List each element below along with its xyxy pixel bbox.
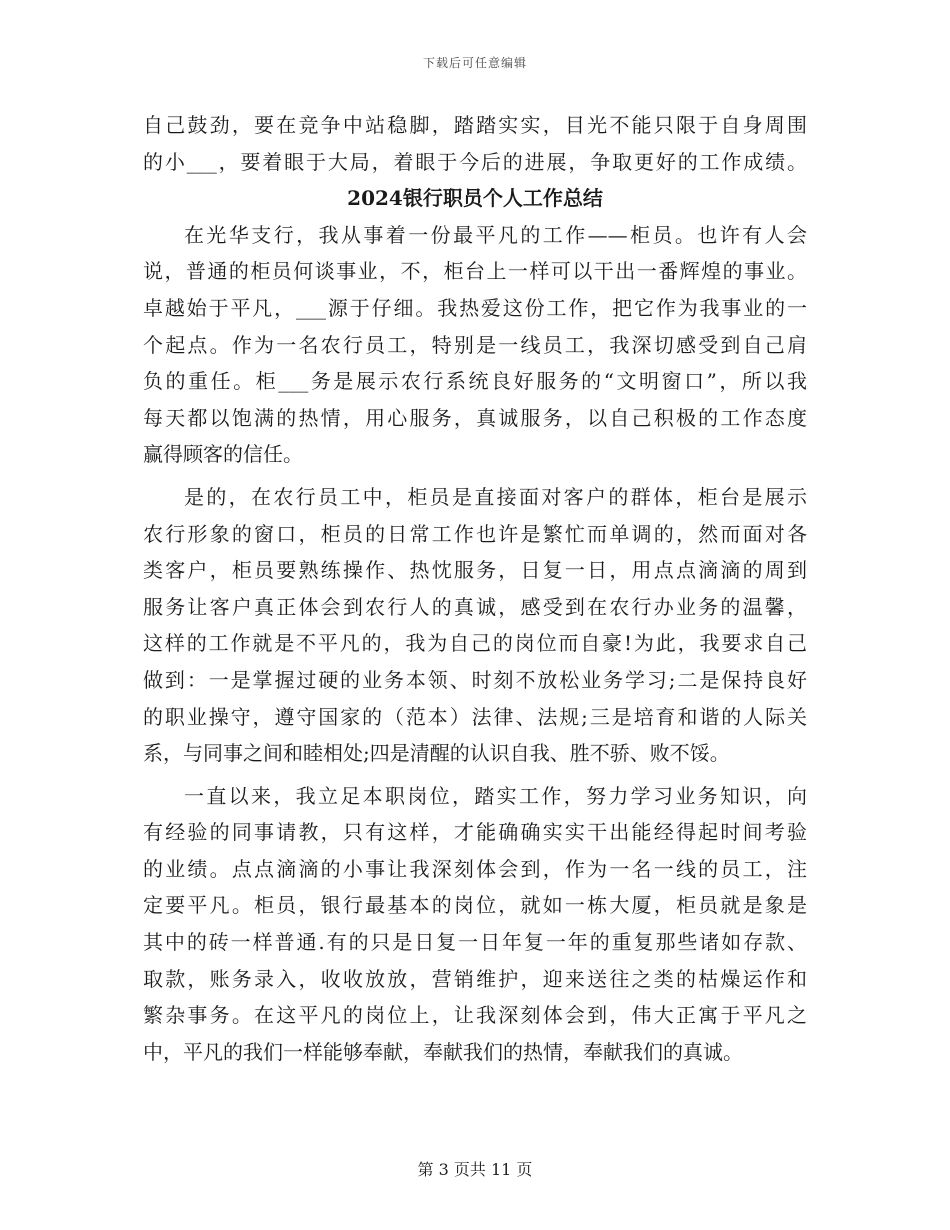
body-line: 是的，在农行员工中，柜员是直接面对客户的群体，柜台是展示 [184,484,807,509]
body-line: 自己鼓劲，要在竞争中站稳脚，踏踏实实，目光不能只限于自身周围 [143,113,807,137]
body-line: 的业绩。点点滴滴的小事让我深刻体会到，作为一名一线的员工，注 [143,856,807,881]
body-line: 的职业操守，遵守国家的（范本）法律、法规;三是培育和谐的人际关 [143,704,807,729]
body-line: 这样的工作就是不平凡的，我为自己的岗位而自豪!为此，我要求自己 [143,631,807,656]
body-line: 负的重任。柜___务是展示农行系统良好服务的“文明窗口”，所以我 [143,369,807,394]
page-number-footer: 第 3 页共 11 页 [417,1160,533,1179]
body-line: 做到：一是掌握过硬的业务本领、时刻不放松业务学习;二是保持良好 [143,667,807,692]
body-line: 说，普通的柜员何谈事业，不，柜台上一样可以干出一番辉煌的事业。 [143,259,807,284]
body-line: 有经验的同事请教，只有这样，才能确确实实干出能经得起时间考验 [143,820,807,845]
paragraph-3 [143,778,807,1071]
body-line: 每天都以饱满的热情，用心服务，真诚服务，以自己积极的工作态度 [143,405,807,430]
body-line: 系，与同事之间和睦相处;四是清醒的认识自我、胜不骄、败不馁。 [143,741,730,766]
body-line: 农行形象的窗口，柜员的日常工作也许是繁忙而单调的，然而面对各 [143,521,807,546]
body-line: 定要平凡。柜员，银行最基本的岗位，就如一栋大厦，柜员就是象是 [143,893,807,918]
body-line: 在光华支行，我从事着一份最平凡的工作——柜员。也许有人会 [184,222,807,247]
page-header-note: 下载后可任意编辑 [422,56,527,70]
body-line: 的小___，要着眼于大局，着眼于今后的进展，争取更好的工作成绩。 [143,149,807,174]
body-line: 繁杂事务。在这平凡的岗位上，让我深刻体会到，伟大正寓于平凡之 [143,1003,807,1028]
body-line: 类客户，柜员要熟练操作、热忱服务，日复一日，用点点滴滴的周到 [143,558,807,583]
document-title: 2024银行职员个人工作总结 [347,186,603,211]
body-line: 取款，账务录入，收收放放，营销维护，迎来送往之类的枯燥运作和 [143,966,807,991]
body-line: 卓越始于平凡，___源于仔细。我热爱这份工作，把它作为我事业的一 [143,295,807,320]
body-line: 服务让客户真正体会到农行人的真诚，感受到在农行办业务的温馨， [143,594,807,619]
paragraph-1 [143,217,807,473]
paragraph-2 [143,479,807,772]
document-body [143,107,807,1070]
body-line: 其中的砖一样普通.有的只是日复一日年复一年的重复那些诸如存款、 [143,930,807,955]
body-line: 赢得顾客的信任。 [143,442,303,467]
body-line: 一直以来，我立足本职岗位，踏实工作，努力学习业务知识，向 [184,783,807,808]
body-line: 个起点。作为一名农行员工，特别是一线员工，我深切感受到自己肩 [143,332,807,357]
body-line: 中，平凡的我们一样能够奉献，奉献我们的热情，奉献我们的真诚。 [143,1039,743,1064]
